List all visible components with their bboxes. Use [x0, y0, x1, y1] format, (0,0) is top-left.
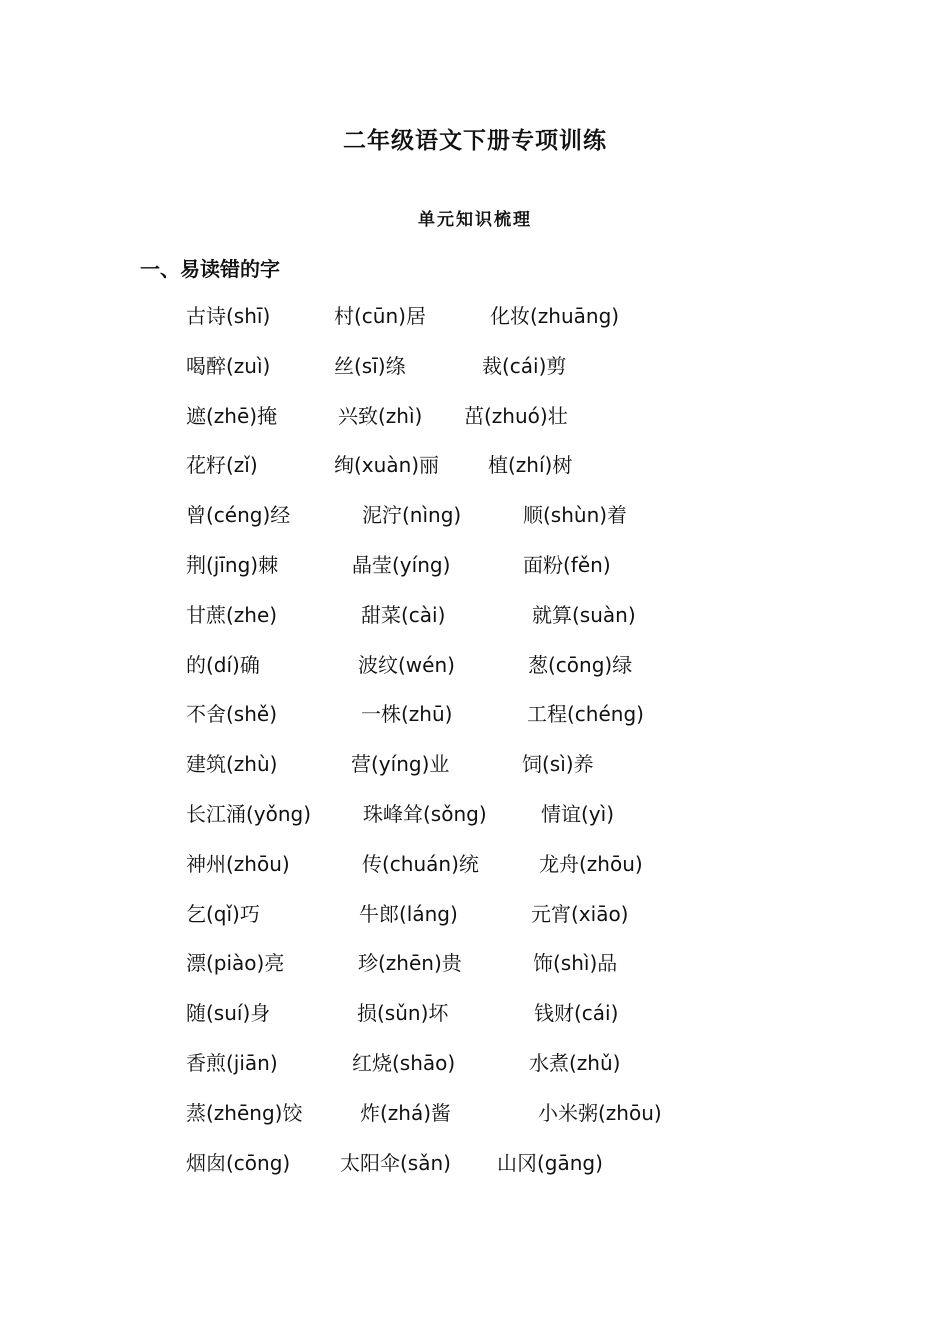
- word-entry: 烟囱(cōng): [186, 1150, 291, 1175]
- word-row: [186, 746, 886, 796]
- word-entry: 钱财(cái): [534, 1001, 619, 1026]
- document-title: 二年级语文下册专项训练: [343, 128, 607, 154]
- word-entry: 神州(zhōu): [186, 851, 290, 876]
- word-entry: 兴致(zhì): [338, 403, 423, 428]
- word-entry: 丝(sī)绦: [334, 353, 406, 378]
- word-entry: 茁(zhuó)壮: [464, 403, 568, 428]
- word-entry: 葱(cōng)绿: [528, 652, 633, 677]
- word-entry: 绚(xuàn)丽: [334, 453, 440, 478]
- word-row: [186, 846, 886, 896]
- word-row: [186, 1145, 886, 1195]
- word-entry: 花籽(zǐ): [186, 453, 258, 478]
- word-entry: 炸(zhá)酱: [360, 1100, 452, 1125]
- word-entry: 红烧(shāo): [352, 1050, 456, 1075]
- word-row: [186, 547, 886, 597]
- word-entry: 传(chuán)统: [362, 851, 479, 876]
- word-entry: 珍(zhēn)贵: [358, 951, 462, 976]
- word-entry: 遮(zhē)掩: [186, 403, 278, 428]
- word-entry: 荆(jīng)棘: [186, 552, 279, 577]
- word-row: [186, 696, 886, 746]
- word-entry: 曾(céng)经: [186, 503, 291, 528]
- word-entry: 一株(zhū): [361, 702, 453, 727]
- word-entry: 随(suí)身: [186, 1001, 271, 1026]
- word-entry: 顺(shùn)着: [523, 503, 628, 528]
- word-entry: 就算(suàn): [532, 602, 636, 627]
- word-row: [186, 348, 886, 398]
- word-row: [186, 1095, 886, 1145]
- word-entry: 喝醉(zuì): [186, 353, 271, 378]
- word-entry: 牛郎(láng): [359, 901, 458, 926]
- word-entry: 长江涌(yǒng): [186, 801, 312, 826]
- word-entry: 化妆(zhuāng): [490, 304, 620, 328]
- word-entry: 珠峰耸(sǒng): [363, 801, 487, 826]
- word-entry: 饲(sì)养: [522, 752, 594, 777]
- word-row: [186, 896, 886, 946]
- word-entry: 香煎(jiān): [186, 1050, 278, 1075]
- word-row: [186, 398, 886, 448]
- word-list: [186, 298, 886, 1194]
- word-row: [186, 945, 886, 995]
- word-entry: 元宵(xiāo): [531, 901, 629, 926]
- word-entry: 晶莹(yíng): [352, 552, 451, 577]
- word-entry: 波纹(wén): [358, 652, 455, 677]
- word-entry: 饰(shì)品: [533, 951, 618, 976]
- word-row: [186, 447, 886, 497]
- word-entry: 情谊(yì): [541, 801, 614, 826]
- word-row: [186, 298, 886, 348]
- word-entry: 甜菜(cài): [361, 602, 446, 627]
- word-row: [186, 995, 886, 1045]
- word-entry: 的(dí)确: [186, 652, 260, 677]
- word-entry: 营(yíng)业: [351, 752, 450, 777]
- word-entry: 太阳伞(sǎn): [340, 1150, 451, 1175]
- section-heading: 一、易读错的字: [140, 257, 280, 281]
- word-entry: 工程(chéng): [527, 702, 644, 727]
- word-entry: 蒸(zhēng)饺: [186, 1100, 303, 1125]
- word-entry: 裁(cái)剪: [482, 353, 567, 378]
- word-row: [186, 1045, 886, 1095]
- word-entry: 植(zhí)树: [488, 453, 573, 478]
- word-row: [186, 647, 886, 697]
- word-entry: 损(sǔn)坏: [357, 1001, 449, 1026]
- word-entry: 不舍(shě): [186, 702, 278, 727]
- word-entry: 村(cūn)居: [334, 304, 426, 328]
- word-entry: 面粉(fěn): [523, 552, 611, 577]
- word-entry: 甘蔗(zhe): [186, 602, 278, 627]
- word-entry: 水煮(zhǔ): [529, 1050, 621, 1075]
- word-entry: 龙舟(zhōu): [539, 851, 643, 876]
- word-entry: 漂(piào)亮: [186, 951, 285, 976]
- word-entry: 建筑(zhù): [186, 752, 278, 777]
- word-row: [186, 796, 886, 846]
- word-entry: 古诗(shī): [186, 304, 271, 328]
- word-row: [186, 597, 886, 647]
- word-entry: 山冈(gāng): [497, 1150, 603, 1175]
- word-row: [186, 497, 886, 547]
- word-entry: 泥泞(nìng): [362, 503, 462, 528]
- word-entry: 小米粥(zhōu): [538, 1100, 662, 1125]
- document-subtitle: 单元知识梳理: [418, 210, 532, 230]
- word-entry: 乞(qǐ)巧: [186, 901, 260, 926]
